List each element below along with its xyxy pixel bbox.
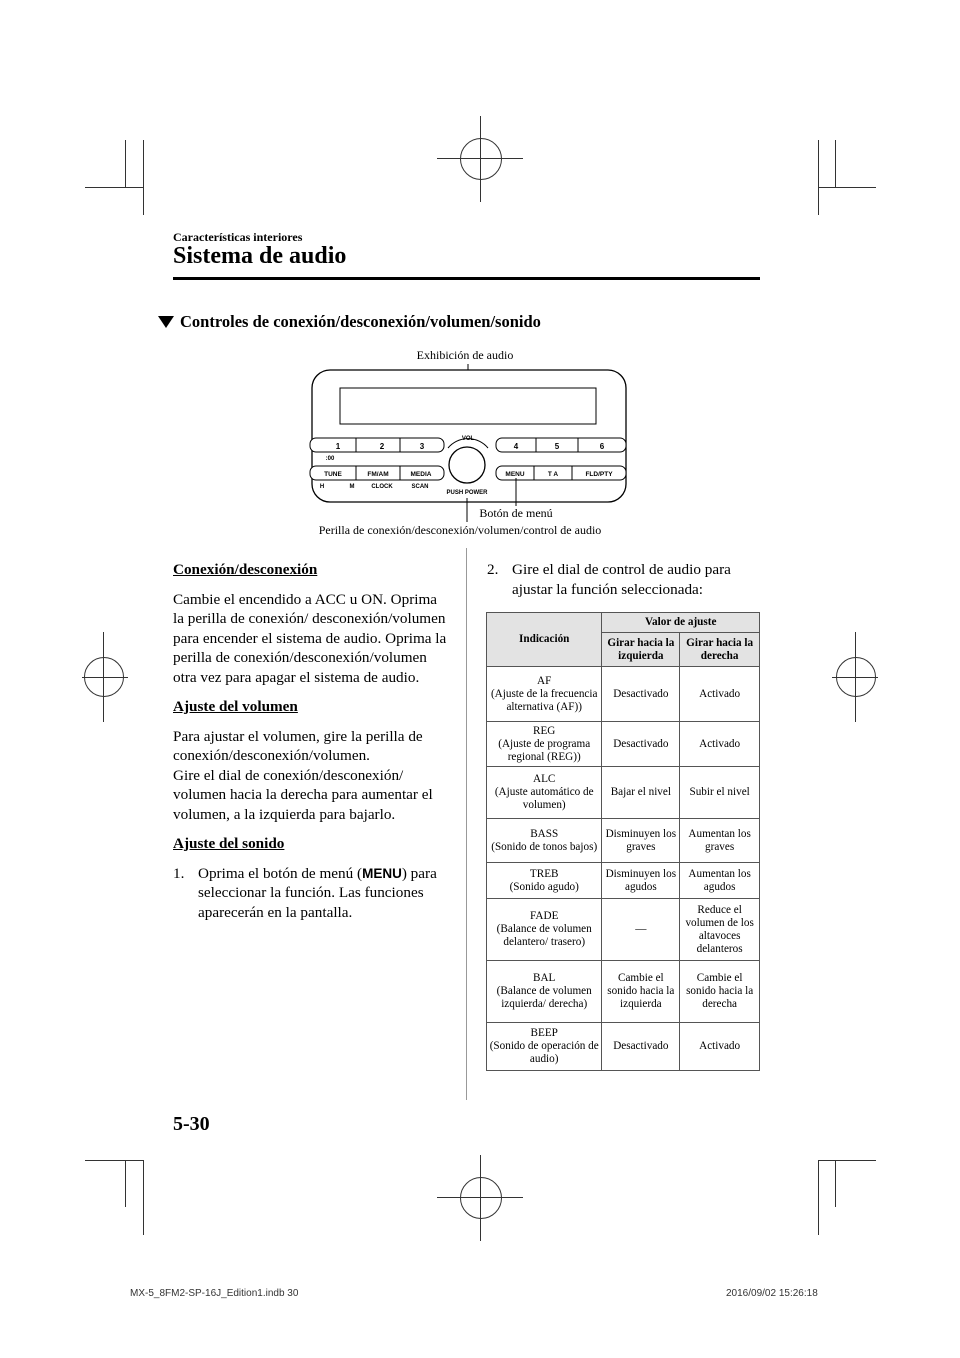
page-title: Sistema de audio [173,243,347,269]
row-code: TREB [529,867,559,880]
th-derecha: Girar hacia la derecha [680,633,760,667]
cell-indicacion [487,961,602,1023]
row-desc: (Ajuste de la frecuencia alternativa (AF)) [490,687,598,713]
table-row [487,899,760,961]
cell-indicacion [487,899,602,961]
row-code: ALC [533,773,556,785]
preset-button-2: 2 [379,442,385,451]
row-code: BEEP [530,1027,558,1039]
row-desc: (Sonido de tonos bajos) [491,840,598,853]
triangle-down-icon [158,316,174,328]
header-rule [173,277,760,280]
menu-button: MENU [505,471,525,478]
cell-indicacion [487,1023,602,1071]
step-2 [487,560,757,599]
step-1-text-a: Oprima el botón de menú ( [198,864,363,882]
paragraph-volume-1: Para ajustar el volumen, gire la perilla de conexión/desconexión/volumen. [173,727,423,764]
row-desc: (Sonido de operación de audio) [489,1040,599,1065]
row-code: FADE [530,910,559,922]
table-row [487,667,760,722]
column-divider [466,548,467,1100]
cell-left: Desactivado [602,722,680,767]
cell-right: Aumentan los agudos [680,863,760,899]
table-row [487,1023,760,1071]
ta-button: T A [547,471,559,478]
cell-right: Cambie el sonido hacia la derecha [680,961,760,1023]
cell-indicacion [487,722,602,767]
cell-left: Disminuyen los graves [602,819,680,863]
media-button: MEDIA [410,471,432,478]
preset-button-6: 6 [599,442,605,451]
cell-left: Bajar el nivel [602,767,680,819]
fm-am-button: FM/AM [367,471,389,478]
label-h: H [319,484,325,490]
label-push-power: PUSH POWER [446,490,488,496]
cell-left: Cambie el sonido hacia la izquierda [602,961,680,1023]
label-knob: Perilla de conexión/desconexión/volumen/control de audio [318,523,602,537]
step-2-text: Gire el dial de control de audio para ajustar la función seleccionada: [512,561,731,598]
cell-left: — [602,899,680,961]
row-code: BAL [533,972,556,984]
row-code: AF [537,674,552,687]
paragraph-volume-2: Gire el dial de conexión/desconexión/ volumen hacia la derecha para aumentar el volumen, a la izquierda para bajarlo. [173,766,433,823]
cell-indicacion [487,767,602,819]
label-m: M [349,484,355,490]
step-1-number: 1. [173,864,185,882]
steps-list [173,864,451,923]
menu-key: MENU [362,865,402,881]
cell-left: Disminuyen los agudos [602,863,680,899]
step-1 [173,864,451,923]
table-row [487,863,760,899]
footer-file: MX-5_8FM2-SP-16J_Edition1.indb 30 [130,1288,299,1299]
tune-button: TUNE [324,471,342,478]
label-00: :00 [325,456,335,462]
page-number: 5-30 [173,1113,210,1135]
heading-power: Conexión/desconexión [173,561,318,578]
heading-sound: Ajuste del sonido [173,835,285,852]
section-heading-text: Controles de conexión/desconexión/volumen/sonido [180,312,541,331]
audio-unit-diagram [290,340,670,540]
table-row [487,819,760,863]
row-code: BASS [530,827,559,840]
row-code: REG [533,724,556,737]
table-row [487,767,760,819]
left-column [173,560,451,922]
step-1-text [198,864,451,923]
row-desc: (Balance de volumen delantero/ trasero) [496,923,592,948]
row-desc: (Ajuste de programa regional (REG)) [498,737,591,763]
step-1-text-b: ) para seleccionar la función. Las funciones aparecerán en la pantalla. [198,864,437,921]
cell-indicacion [487,667,602,722]
cell-indicacion [487,819,602,863]
label-scan: SCAN [411,484,429,490]
settings-table [486,612,760,1071]
th-izquierda: Girar hacia la izquierda [602,633,680,667]
label-menu-button: Botón de menú [479,506,553,520]
display-screen [340,388,596,424]
cell-indicacion [487,863,602,899]
table-row [487,961,760,1023]
label-vol: VOL [461,436,475,442]
section-heading [158,312,541,332]
cell-right: Activado [680,667,760,722]
row-desc: (Balance de volumen izquierda/ derecha) [496,985,592,1010]
table-row [487,722,760,767]
cell-right: Aumentan los graves [680,819,760,863]
label-display: Exhibición de audio [416,348,514,362]
power-volume-knob [449,447,485,483]
cell-right: Reduce el volumen de los altavoces delanteros [680,899,760,961]
preset-button-5: 5 [554,442,560,451]
cell-left: Desactivado [602,1023,680,1071]
label-clock: CLOCK [371,484,393,490]
heading-volume: Ajuste del volumen [173,698,298,715]
row-desc: (Ajuste automático de volumen) [494,786,594,811]
row-desc: (Sonido agudo) [509,880,579,893]
paragraph-power: Cambie el encendido a ACC u ON. Oprima la perilla de conexión/ desconexión/volumen para encender el sistema de audio. Oprima la perilla de conexión/desconexión/volumen otra vez para apagar el sistema de audio. [173,590,447,686]
cell-right: Activado [680,1023,760,1071]
cell-right: Subir el nivel [680,767,760,819]
preset-button-4: 4 [513,442,519,451]
th-indicacion: Indicación [487,613,602,667]
th-valor: Valor de ajuste [602,613,760,633]
preset-button-3: 3 [419,442,425,451]
step-2-number: 2. [487,561,499,578]
footer-date: 2016/09/02 15:26:18 [726,1288,818,1299]
header-category: Características interiores [173,230,303,244]
cell-left: Desactivado [602,667,680,722]
preset-button-1: 1 [335,442,341,451]
fld-pty-button: FLD/PTY [585,471,613,478]
cell-right: Activado [680,722,760,767]
